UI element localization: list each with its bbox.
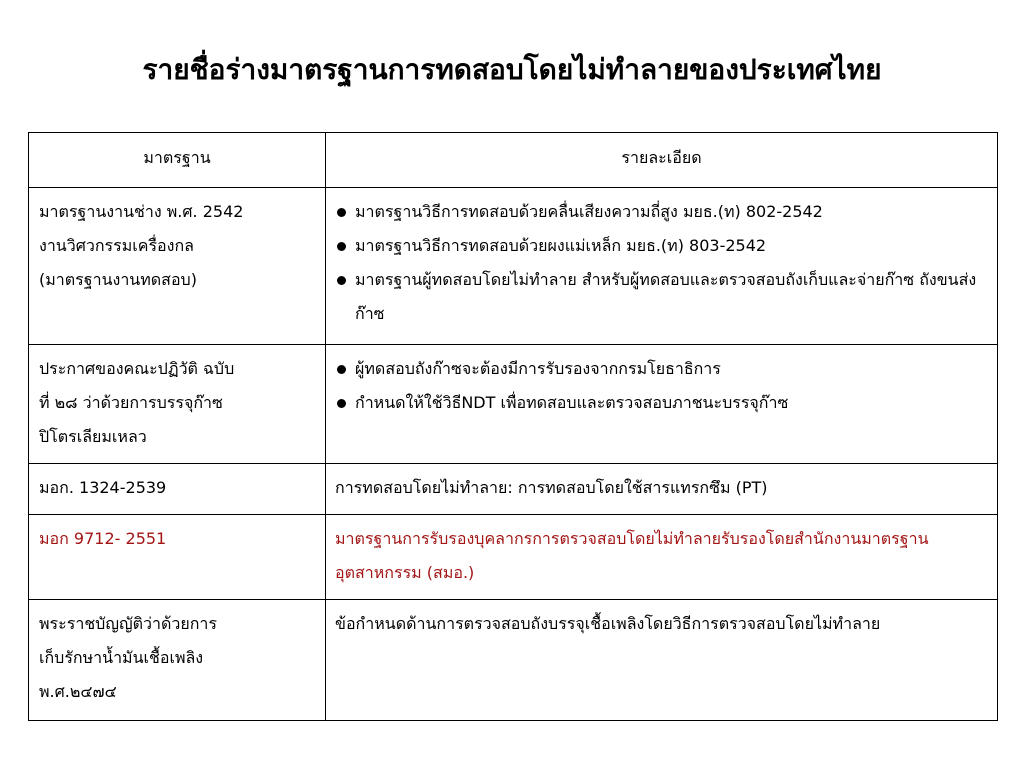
detail-text: มาตรฐานวิธีการทดสอบด้วยคลื่นเสียงความถี่สูง มยธ.(ท) 802-2542: [355, 202, 823, 221]
detail-text: มาตรฐานวิธีการทดสอบด้วยผงแม่เหล็ก มยธ.(ท) 803-2542: [355, 236, 767, 255]
standard-line: มอก. 1324-2539: [39, 478, 167, 497]
standard-line: ประกาศของคณะปฏิวัติ ฉบับ: [39, 359, 235, 378]
standard-line: (มาตรฐานงานทดสอบ): [39, 270, 197, 289]
table-header-row: [29, 133, 998, 188]
list-item: [335, 386, 988, 420]
standard-line: ที่ ๒๘ ว่าด้วยการบรรจุก๊าซ: [39, 393, 223, 412]
standard-cell: [29, 188, 326, 345]
detail-text: ข้อกำหนดด้านการตรวจสอบถังบรรจุเชื้อเพลิงโดยวิธีการตรวจสอบโดยไม่ทำลาย: [335, 614, 881, 633]
details-list: [335, 195, 988, 331]
slide-title: รายชื่อร่างมาตรฐานการทดสอบโดยไม่ทำลายของประเทศไทย: [142, 53, 882, 86]
standard-cell: [29, 515, 326, 600]
standard-cell: [29, 600, 326, 721]
table-row: [29, 600, 998, 721]
standard-line: มาตรฐานงานช่าง พ.ศ. 2542: [39, 202, 244, 221]
details-cell: [326, 515, 998, 600]
bullet-icon: [337, 242, 346, 251]
detail-text: มาตรฐานการรับรองบุคลากรการตรวจสอบโดยไม่ทำลายรับรองโดยสำนักงานมาตรฐานอุตสาหกรรม (สมอ.): [335, 529, 929, 582]
header-standard: มาตรฐาน: [29, 133, 326, 188]
standard-line: พระราชบัญญัติว่าด้วยการ: [39, 614, 217, 633]
table-row: [29, 464, 998, 515]
detail-text: มาตรฐานผู้ทดสอบโดยไม่ทำลาย สำหรับผู้ทดสอบและตรวจสอบถังเก็บและจ่ายก๊าซ ถังขนส่งก๊าซ: [355, 270, 977, 323]
bullet-icon: [337, 365, 346, 374]
list-item: [335, 352, 988, 386]
details-cell: [326, 600, 998, 721]
detail-text: กำหนดให้ใช้วิธีNDT เพื่อทดสอบและตรวจสอบภาชนะบรรจุก๊าซ: [355, 393, 789, 412]
bullet-icon: [337, 208, 346, 217]
standard-cell: [29, 345, 326, 464]
standard-line: ปิโตรเลียมเหลว: [39, 427, 147, 446]
standards-table: [28, 132, 998, 721]
table-row-highlighted: [29, 515, 998, 600]
standard-line: มอก 9712- 2551: [39, 529, 167, 548]
standard-line: งานวิศวกรรมเครื่องกล: [39, 236, 194, 255]
detail-text: ผู้ทดสอบถังก๊าซจะต้องมีการรับรองจากกรมโยธาธิการ: [355, 359, 721, 378]
header-details: รายละเอียด: [326, 133, 998, 188]
standard-line: พ.ศ.๒๔๗๔: [39, 682, 117, 701]
list-item: [335, 263, 988, 331]
details-cell: [326, 345, 998, 464]
details-cell: [326, 188, 998, 345]
bullet-icon: [337, 276, 346, 285]
details-cell: [326, 464, 998, 515]
table-row: [29, 188, 998, 345]
table-row: [29, 345, 998, 464]
list-item: [335, 229, 988, 263]
bullet-icon: [337, 399, 346, 408]
detail-text: การทดสอบโดยไม่ทำลาย: การทดสอบโดยใช้สารแทรกซึม (PT): [335, 478, 768, 497]
standard-cell: [29, 464, 326, 515]
details-list: [335, 352, 988, 420]
standards-table-container: [28, 132, 997, 721]
standard-line: เก็บรักษาน้ำมันเชื้อเพลิง: [39, 648, 204, 667]
list-item: [335, 195, 988, 229]
